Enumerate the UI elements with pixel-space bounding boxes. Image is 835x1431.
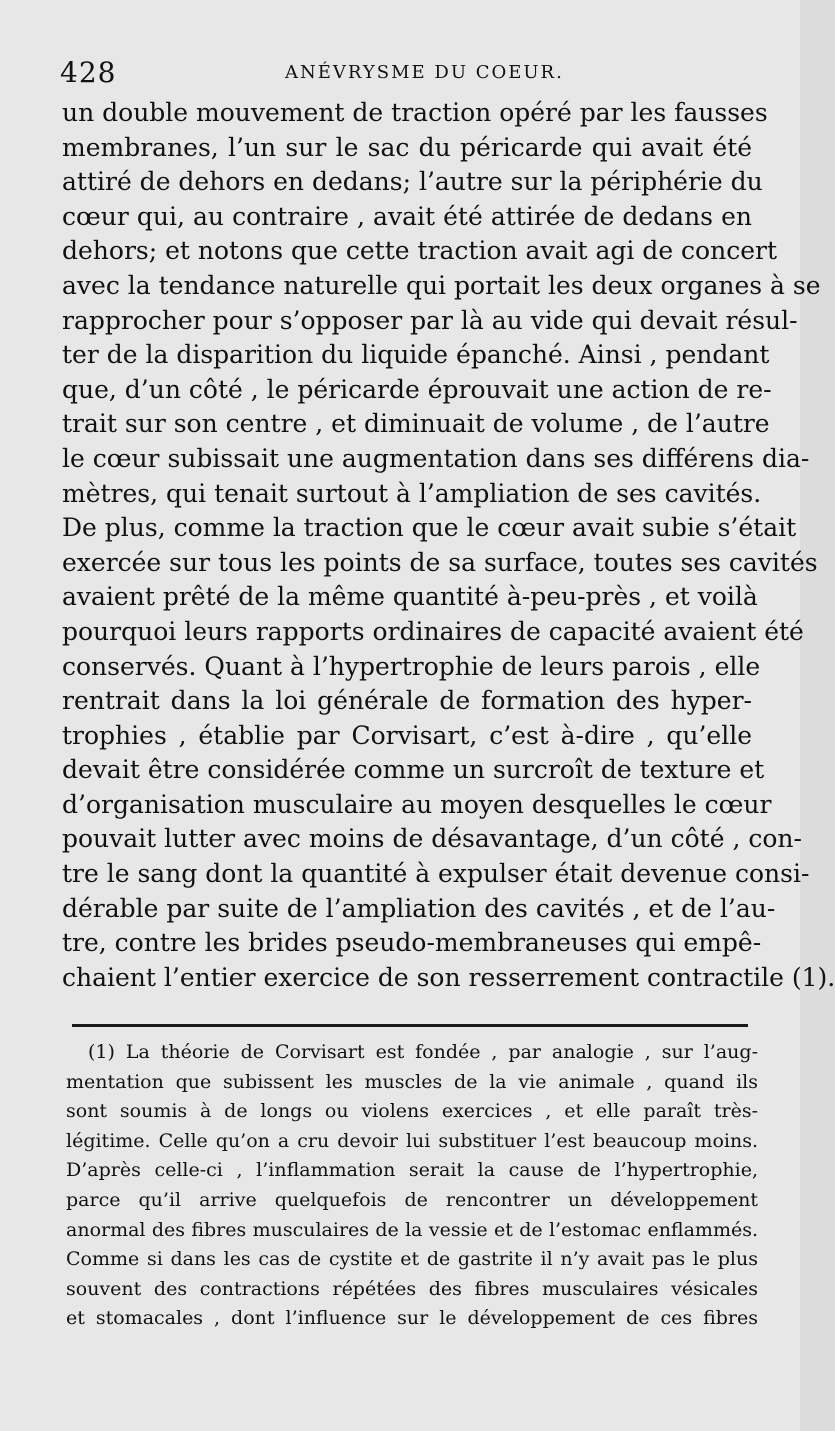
body-line: pouvait lutter avec moins de désavantage, d’un côté , con- <box>62 824 802 854</box>
running-head: ANÉVRYSME DU COEUR. <box>285 62 564 83</box>
body-line: le cœur subissait une augmentation dans ses différens dia- <box>62 443 810 473</box>
body-line: De plus, comme la traction que le cœur avait subie s’était <box>62 513 797 543</box>
footnote-line: et stomacales , dont l’influence sur le développement de ces fibres <box>66 1307 758 1330</box>
footnote-line: Comme si dans les cas de cystite et de gastrite il n’y avait pas le plus <box>66 1248 758 1271</box>
body-line: membranes, l’un sur le sac du péricarde qui avait été <box>62 132 752 162</box>
body-line: dehors; et notons que cette traction avait agi de concert <box>62 236 778 266</box>
body-line: chaient l’entier exercice de son resserrement contractile (1). <box>62 962 835 992</box>
body-line: avaient prêté de la même quantité à-peu-près , et voilà <box>62 582 758 612</box>
body-line: cœur qui, au contraire , avait été attirée de dedans en <box>62 201 752 231</box>
footnote-line: parce qu’il arrive quelquefois de rencontrer un développement <box>66 1188 758 1211</box>
footnote-line: souvent des contractions répétées des fibres musculaires vésicales <box>66 1277 758 1300</box>
body-line: mètres, qui tenait surtout à l’ampliation de ses cavités. <box>62 478 762 508</box>
body-line: devait être considérée comme un surcroît de texture et <box>62 755 765 785</box>
body-line: d’organisation musculaire au moyen desquelles le cœur <box>62 789 772 819</box>
body-line: trait sur son centre , et diminuait de volume , de l’autre <box>62 409 770 439</box>
body-line: avec la tendance naturelle qui portait les deux organes à se <box>62 270 821 300</box>
body-line: rapprocher pour s’opposer par là au vide qui devait résul- <box>62 305 798 335</box>
footnote-line: mentation que subissent les muscles de la vie animale , quand ils <box>66 1070 758 1093</box>
body-line: tre, contre les brides pseudo-membraneuses qui empê- <box>62 928 762 958</box>
body-line: que, d’un côté , le péricarde éprouvait une action de re- <box>62 374 772 404</box>
body-line: trophies , établie par Corvisart, c’est à-dire , qu’elle <box>62 720 752 750</box>
footnote-line: sont soumis à de longs ou violens exercices , et elle paraît très- <box>66 1100 758 1123</box>
body-text <box>62 96 835 995</box>
body-line: dérable par suite de l’ampliation des cavités , et de l’au- <box>62 893 776 923</box>
page-number: 428 <box>60 56 117 89</box>
footnote-line: D’après celle-ci , l’inflammation serait la cause de l’hypertrophie, <box>66 1159 758 1182</box>
footnote-rule <box>72 1024 748 1027</box>
page-header <box>60 56 750 90</box>
footnote-line: légitime. Celle qu’on a cru devoir lui substituer l’est beaucoup moins. <box>66 1129 758 1152</box>
body-line: exercée sur tous les points de sa surface, toutes ses cavités <box>62 547 818 577</box>
body-line: pourquoi leurs rapports ordinaires de capacité avaient été <box>62 616 804 646</box>
body-line: conservés. Quant à l’hypertrophie de leurs parois , elle <box>62 651 761 681</box>
body-line: un double mouvement de traction opéré par les fausses <box>62 98 768 127</box>
body-line: rentrait dans la loi générale de formation des hyper- <box>62 686 752 716</box>
body-line: attiré de dehors en dedans; l’autre sur la périphérie du <box>62 167 763 197</box>
body-line: tre le sang dont la quantité à expulser était devenue consi- <box>62 859 810 889</box>
footnote-line: anormal des fibres musculaires de la vessie et de l’estomac enflammés. <box>66 1218 758 1241</box>
footnote <box>66 1038 758 1334</box>
footnote-line: (1) La théorie de Corvisart est fondée , par analogie , sur l’aug- <box>88 1041 758 1063</box>
body-line: ter de la disparition du liquide épanché. Ainsi , pendant <box>62 340 770 370</box>
